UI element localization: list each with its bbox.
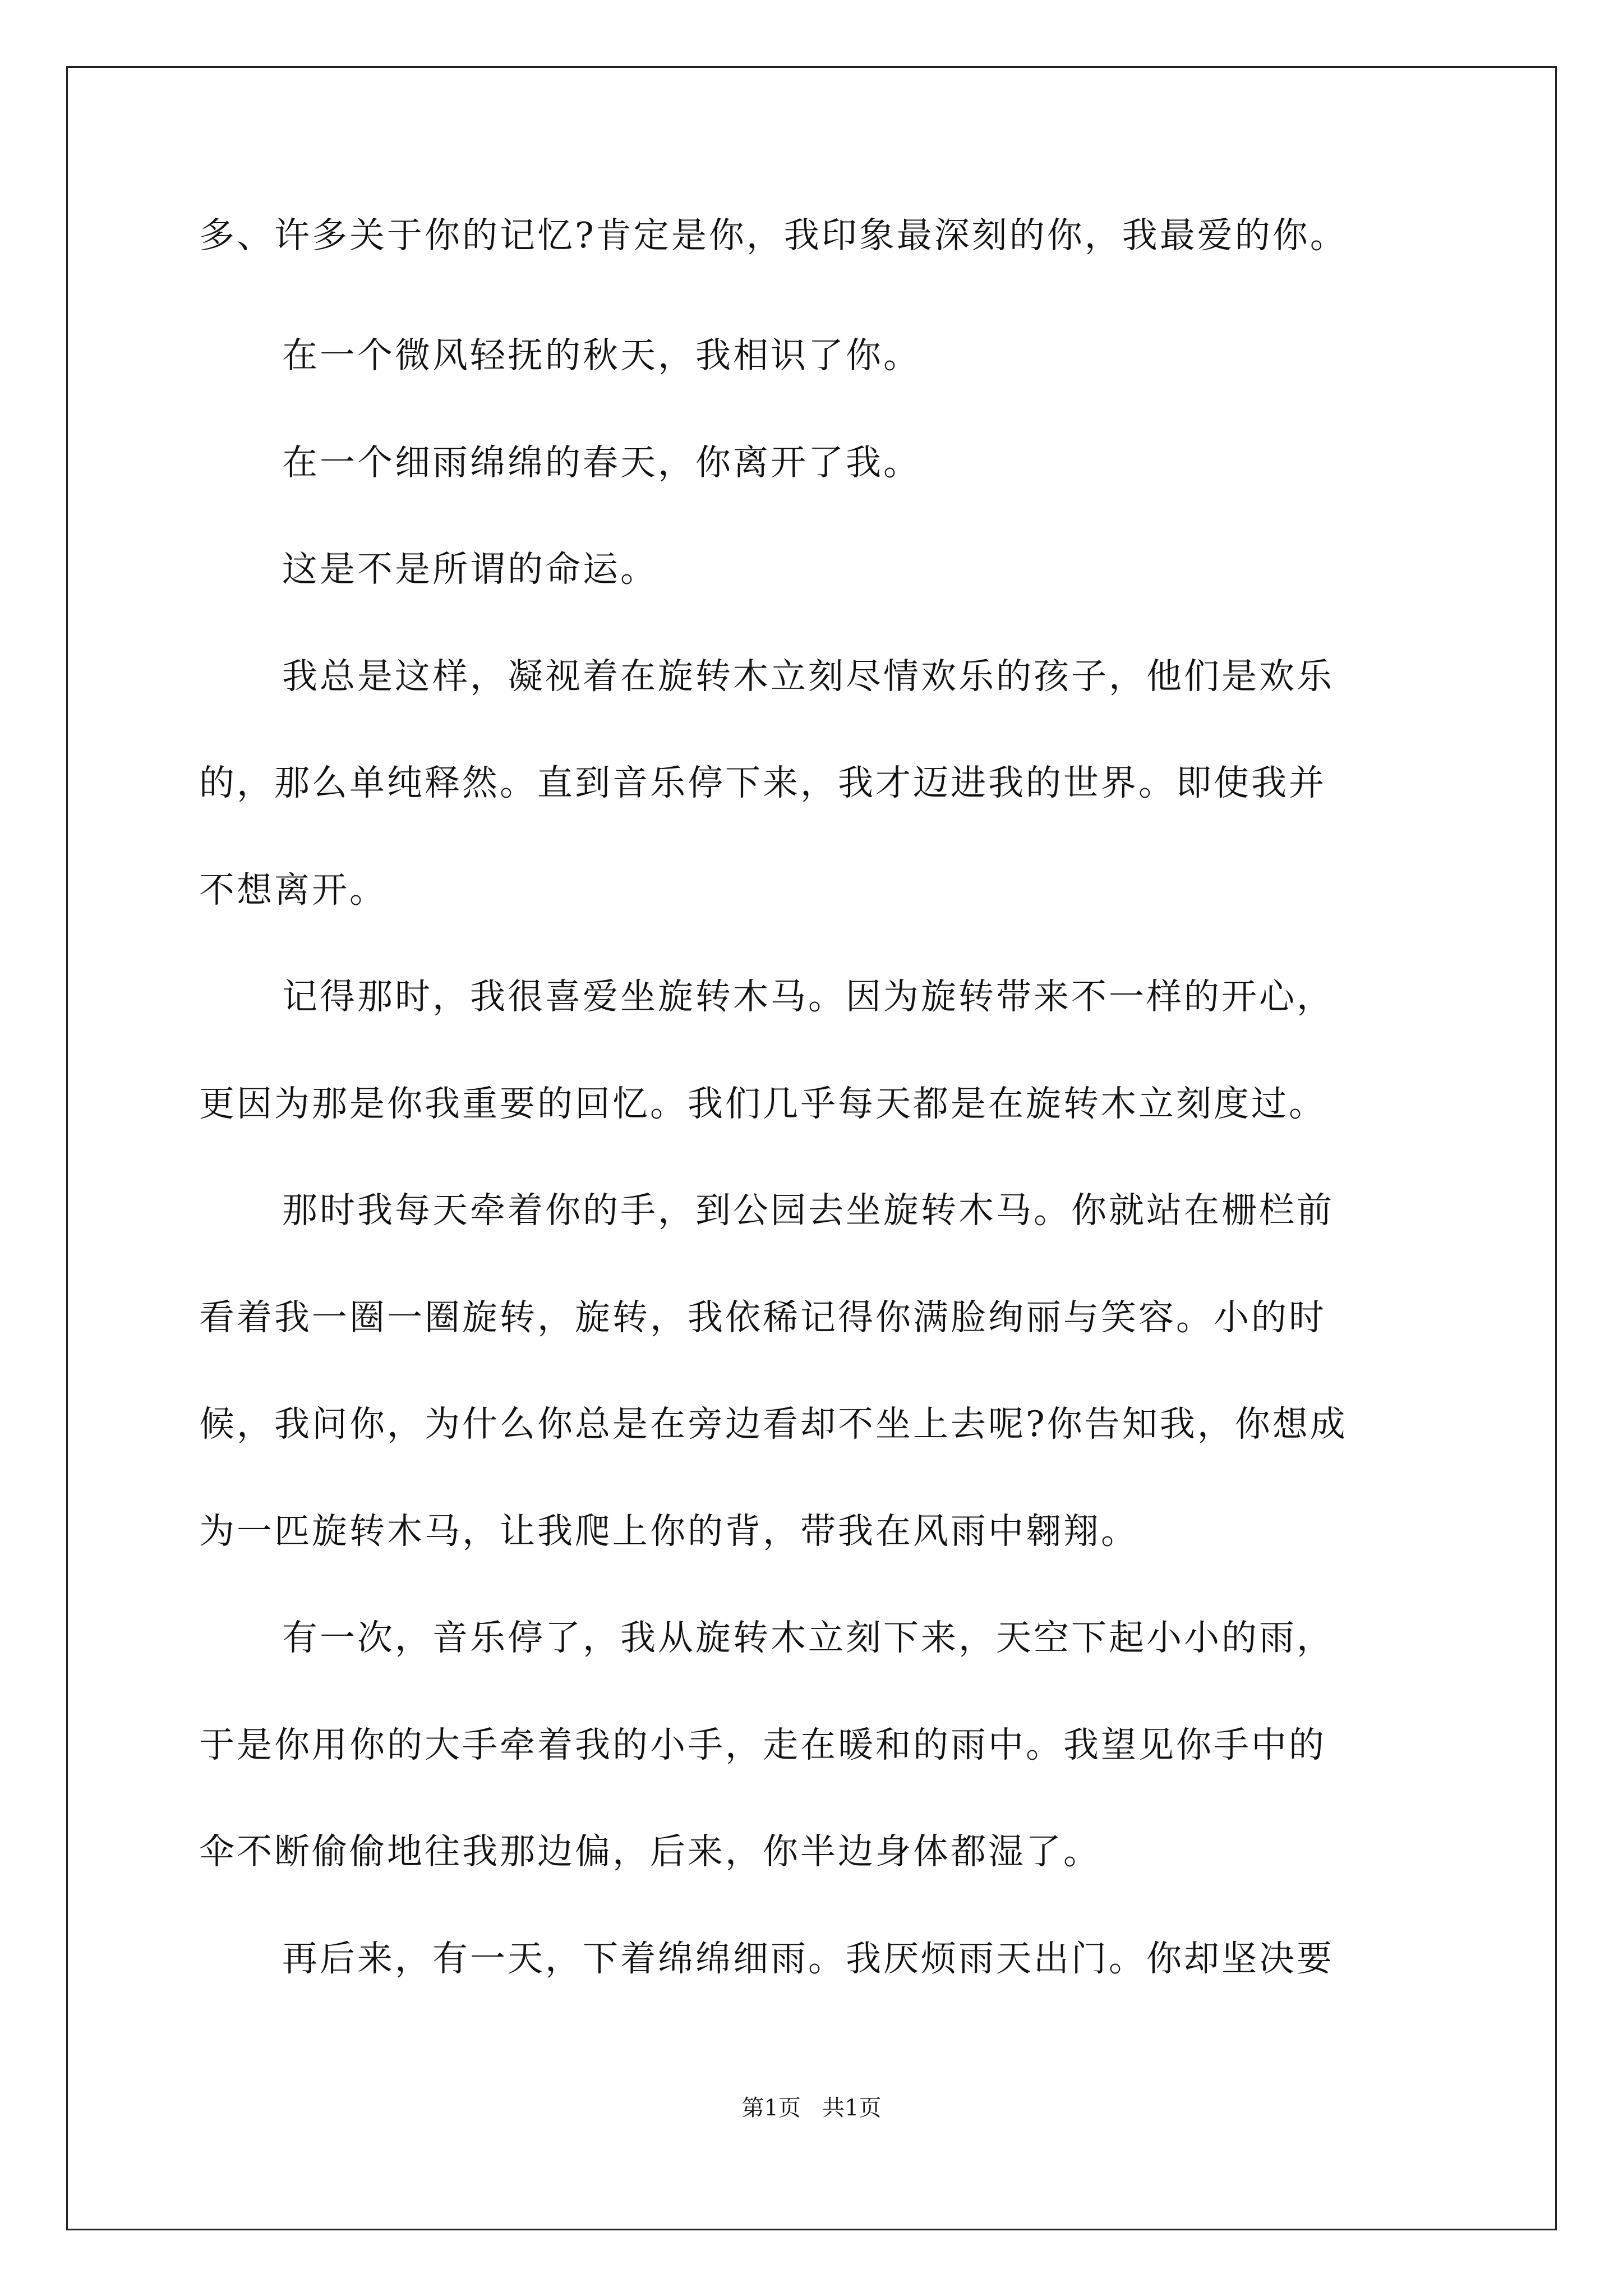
text-line: 那时我每天牵着你的手，到公园去坐旋转木马。你就站在栅栏前 [282, 1190, 1334, 1231]
text-line: 再后来，有一天，下着绵绵细雨。我厌烦雨天出门。你却坚决要 [282, 1938, 1334, 1979]
text-line: 候，我问你，为什么你总是在旁边看却不坐上去呢?你告知我，你想成 [199, 1404, 1348, 1444]
text-line: 多、许多关于你的记忆?肯定是你，我印象最深刻的你，我最爱的你。 [199, 215, 1348, 256]
page-border [66, 66, 1557, 2230]
text-line: 于是你用你的大手牵着我的小手，走在暖和的雨中。我望见你手中的 [199, 1724, 1326, 1765]
text-line: 在一个细雨绵绵的春天，你离开了我。 [282, 442, 921, 483]
page-footer: 第1页 共1页 [741, 2095, 882, 2121]
text-line: 伞不断偷偷地往我那边偏，后来，你半边身体都湿了。 [199, 1831, 1101, 1872]
text-line: 不想离开。 [199, 869, 387, 910]
text-line: 我总是这样，凝视着在旋转木立刻尽情欢乐的孩子，他们是欢乐 [282, 656, 1334, 697]
text-line: 看着我一圈一圈旋转，旋转，我依稀记得你满脸绚丽与笑容。小的时 [199, 1297, 1326, 1338]
text-line: 更因为那是你我重要的回忆。我们几乎每天都是在旋转木立刻度过。 [199, 1083, 1326, 1124]
text-line: 在一个微风轻抚的秋天，我相识了你。 [282, 335, 921, 376]
text-line: 这是不是所谓的命运。 [282, 549, 658, 590]
text-line: 有一次，音乐停了，我从旋转木立刻下来，天空下起小小的雨， [282, 1617, 1334, 1658]
text-line: 的，那么单纯释然。直到音乐停下来，我才迈进我的世界。即使我并 [199, 762, 1326, 803]
text-line: 为一匹旋转木马，让我爬上你的背，带我在风雨中翱翔。 [199, 1511, 1138, 1552]
text-line: 记得那时，我很喜爱坐旋转木马。因为旋转带来不一样的开心， [282, 976, 1334, 1017]
